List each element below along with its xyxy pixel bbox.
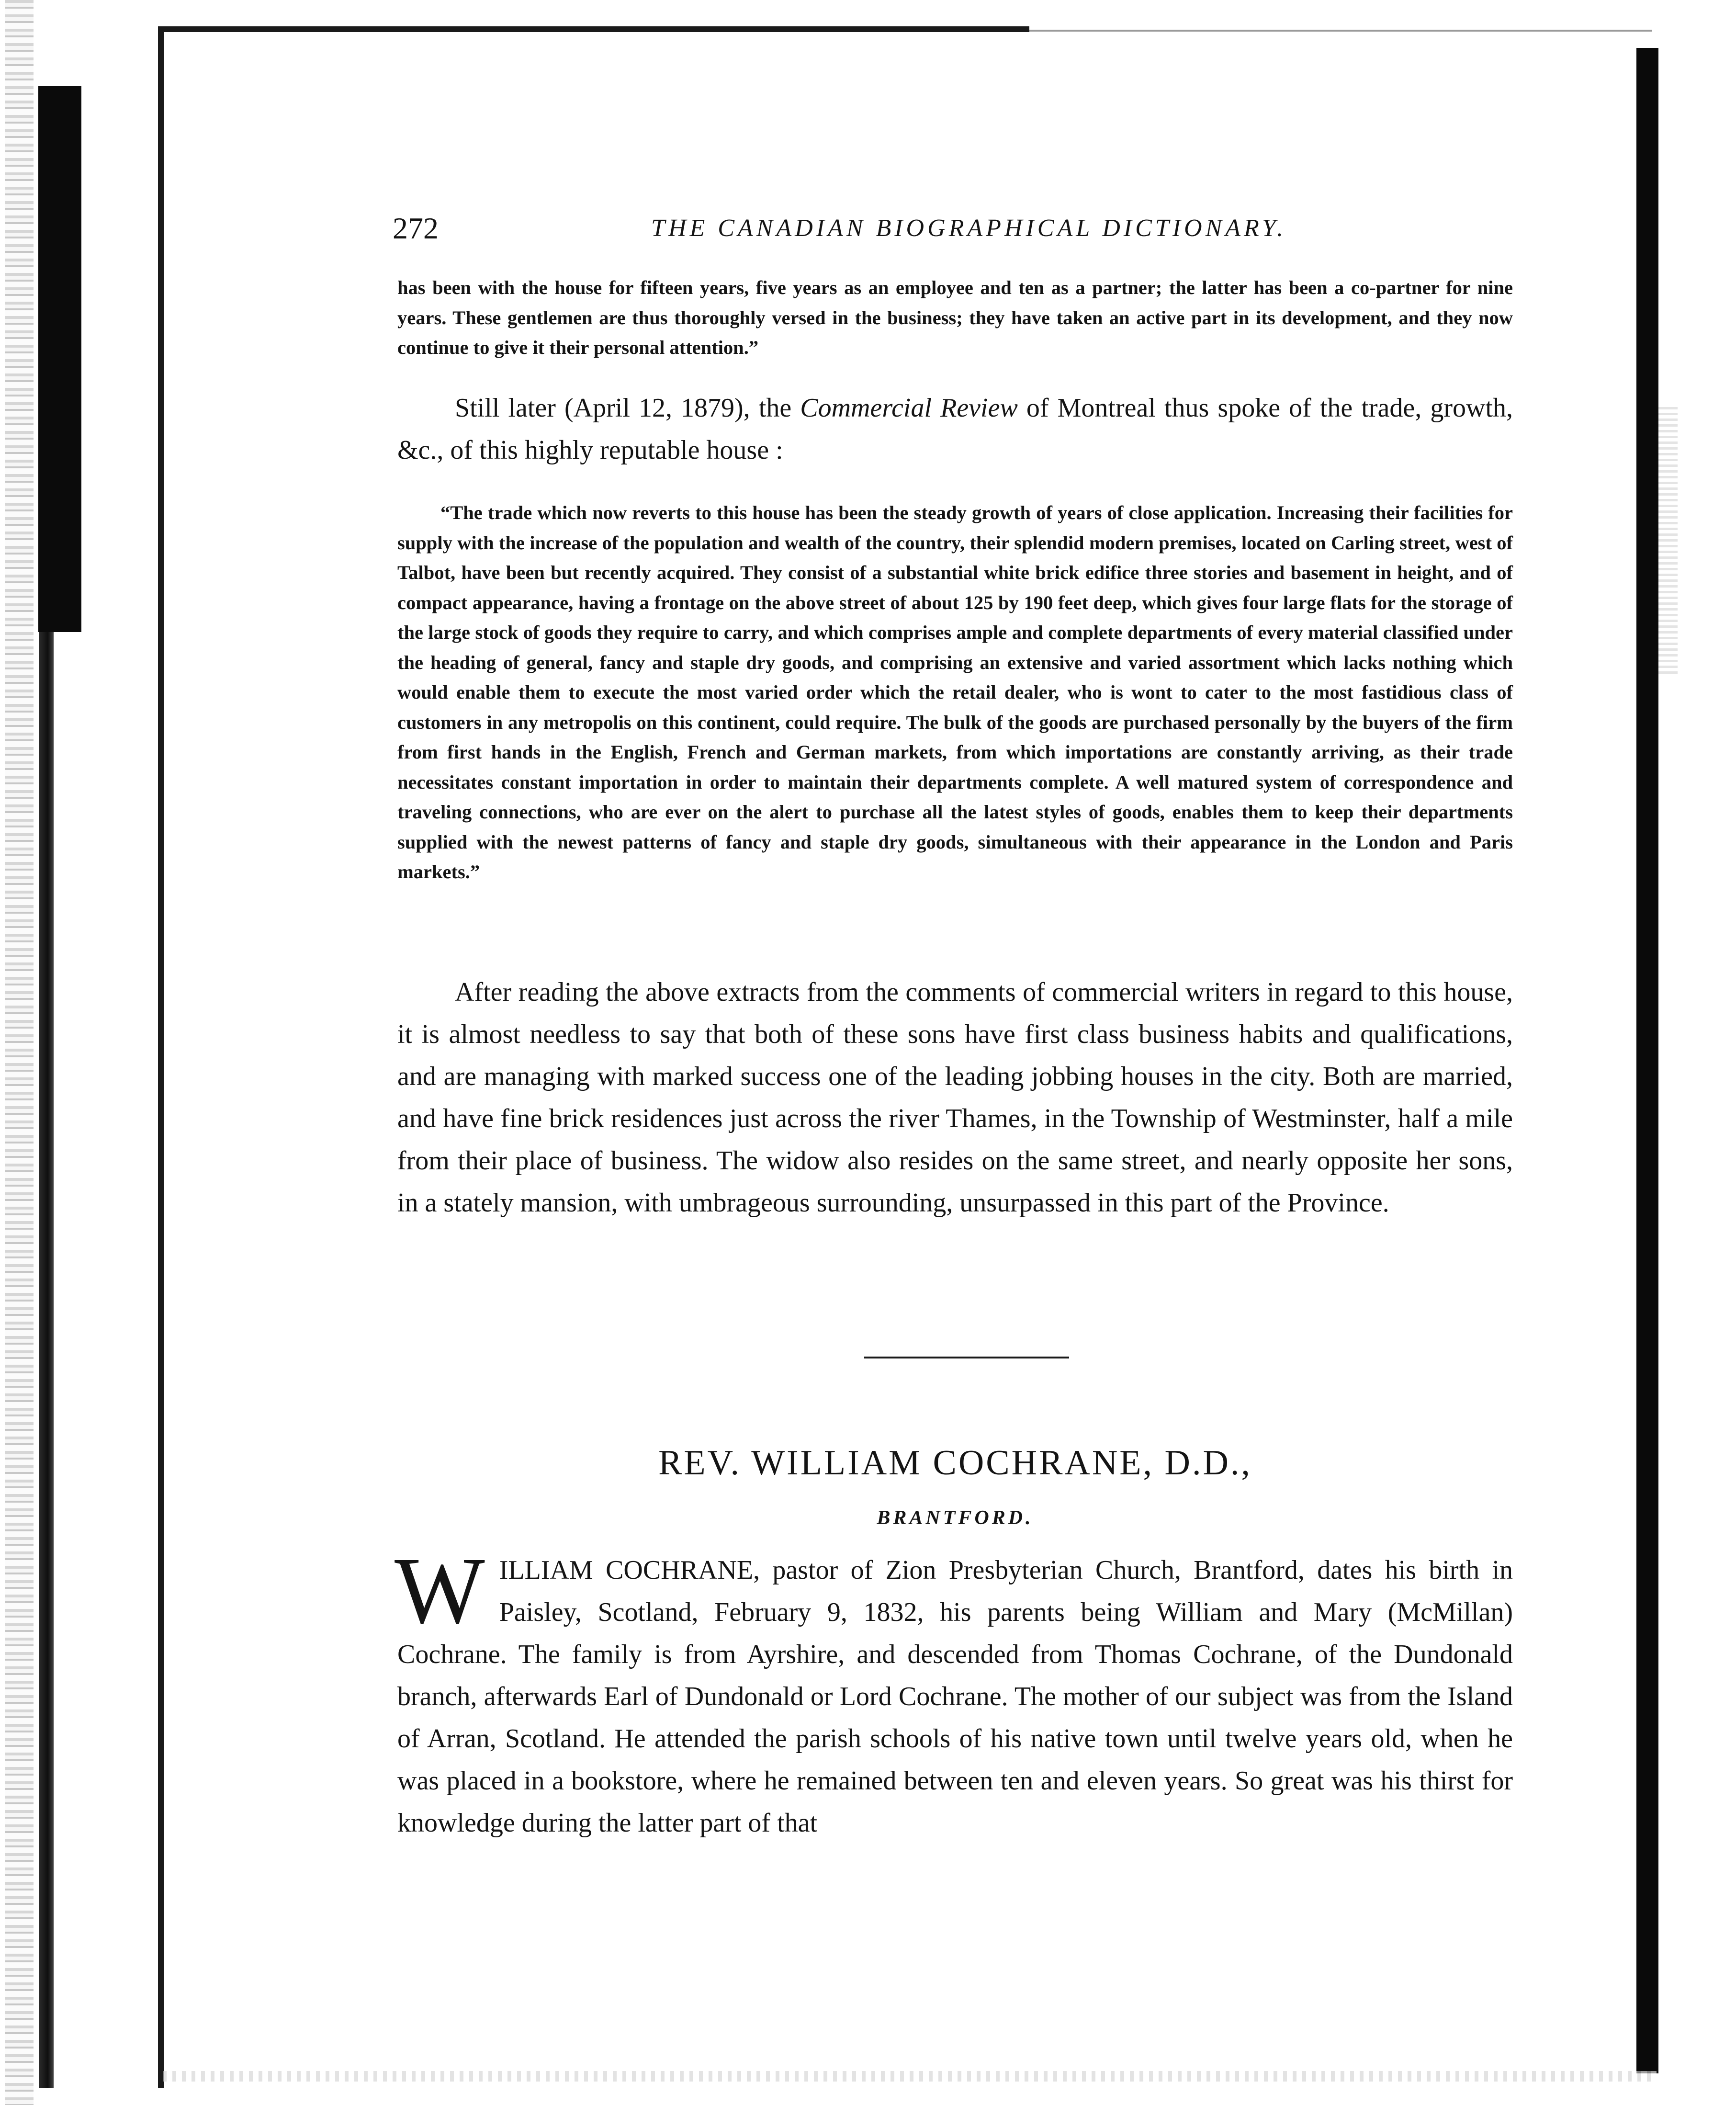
page-frame-top-faint [1029,30,1652,32]
paragraph-commercial-review-text [397,387,1513,471]
section-rule [864,1357,1069,1358]
biography-heading: REV. WILLIAM COCHRANE, D.D., [658,1443,1252,1483]
running-title: THE CANADIAN BIOGRAPHICAL DICTIONARY. [651,215,1286,242]
quotation-continued-text: has been with the house for fifteen years, five years as an employee and ten as a partner; the latter has been a co-partner for nine years. These gentlemen are thus thoroughly versed in the business; they have taken an active part in its development, and they now continue to give it their personal attention.” [397,277,1513,358]
page-frame-top [158,26,1029,32]
binding-shadow-lower [39,632,54,2088]
quotation-commercial-review-text: “The trade which now reverts to this house has been the steady growth of years of close application. Increasing their facilities for supply with the increase of the population and wealth of the country, their splendid modern premises, located on Carling street, west of Talbot, have been but recently acquired. They consist of a substantial white brick edifice three stories and basement in height, and of compact appearance, having a frontage on the above street of about 125 by 190 feet deep, which gives four large flats for the storage of the large stock of goods they require to carry, and which comprises ample and complete departments of every material classified under the heading of general, fancy and staple dry goods, and comprising an extensive and varied assortment which lacks nothing which would enable them to execute the most varied order which the retail dealer, who is wont to cater to the most fastidious class of customers in any metropolis on this continent, could require. The bulk of the goods are purchased personally by the buyers of the firm from first hands in the English, French and German markets, from which importations are constantly arriving, as their trade necessitates constant importation in order to maintain their departments complete. A well matured system of correspondence and traveling connections, who are ever on the alert to purchase all the latest styles of goods, enables them to keep their departments supplied with the newest patterns of fancy and staple dry goods, simultaneous with their appearance in the London and Paris markets.” [397,502,1513,883]
scan-noise-right [1658,407,1678,675]
binding-shadow-upper [38,86,81,632]
page-edge-shadow-right [1636,48,1658,2073]
scan-edge-left [5,0,34,2105]
page-frame-left [158,29,164,2088]
biography-paragraph [395,1538,1513,1844]
quotation-continued [397,273,1513,363]
scan-noise-bottom [163,2071,1657,2082]
text-run: of Montreal thus spoke of the trade, growth, &c., of this highly reputable house : [397,393,1513,465]
paragraph-commercial-review [397,387,1513,471]
paragraph-sons-text: After reading the above extracts from the comments of commercial writers in regard to this house, it is almost needless to say that both of these sons have first class business habits and qualifications, and are managing with marked success one of the leading jobbing houses in the city. Both are married, and have fine brick residences just across the river Thames, in the Township of Westminster, half a mile from their place of business. The widow also resides on the same street, and nearly opposite her sons, in a stately mansion, with umbrageous surrounding, unsurpassed in this part of the Province. [397,977,1513,1218]
paragraph-sons [397,971,1513,1224]
biography-text: ILLIAM COCHRANE, pastor of Zion Presbyterian Church, Brantford, dates his birth in Paisley, Scotland, February 9, 1832, his parents being William and Mary (McMillan) Cochrane. The family is from Ayrshire, and descended from Thomas Cochrane, of the Dundonald branch, afterwards Earl of Dundonald or Lord Cochrane. The mother of our subject was from the Island of Arran, Scotland. He attended the parish schools of his native town until twelve years old, when he was placed in a bookstore, where he remained between ten and eleven years. So great was his thirst for knowledge during the latter part of that [397,1555,1513,1838]
biography-place: BRANTFORD. [877,1507,1034,1529]
publication-title: Commercial Review [800,393,1018,423]
page-number: 272 [393,211,439,245]
quotation-commercial-review [397,498,1513,887]
text-run: Still later (April 12, 1879), the [455,393,800,423]
running-head [393,207,1532,250]
drop-cap: W [395,1538,485,1644]
